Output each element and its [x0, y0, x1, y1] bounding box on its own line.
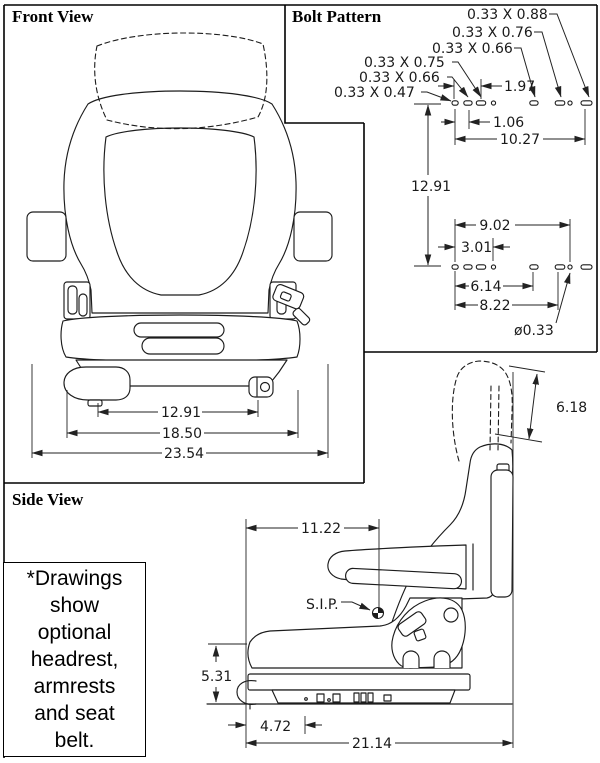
side-dim-front-offset: 4.72 [260, 719, 292, 735]
bolt-holes-front-row [452, 101, 592, 105]
front-dim-overall-width: 23.54 [163, 446, 205, 462]
front-right-armrest [294, 212, 332, 261]
bolt-callout-075: 0.33 X 0.75 [364, 55, 445, 71]
bolt-dim-822: 8.22 [479, 298, 511, 314]
side-dim-overall-depth: 21.14 [351, 736, 393, 752]
note-line: *Drawings [26, 567, 123, 590]
side-dim-headrest: 6.18 [556, 400, 588, 416]
bolt-pattern-title: Bolt Pattern [292, 7, 382, 26]
bolt-dim-902: 9.02 [479, 218, 511, 234]
note-line: belt. [54, 729, 95, 752]
bolt-callout-066a: 0.33 X 0.66 [432, 41, 513, 57]
note-line: optional [37, 621, 112, 644]
front-view-seat-drawing [27, 33, 332, 406]
note-box [3, 562, 146, 757]
bolt-dim-hole-dia: ø0.33 [514, 323, 554, 339]
bolt-pattern-drawing [334, 7, 592, 339]
bolt-callout-066b: 0.33 X 0.66 [359, 70, 440, 86]
sip-target-icon [373, 608, 384, 619]
note-line: and seat [34, 702, 115, 725]
side-base-rail [248, 674, 470, 690]
bolt-dim-614: 6.14 [470, 279, 502, 295]
bolt-callout-076: 0.33 X 0.76 [452, 25, 533, 41]
bolt-dim-197: 1.97 [504, 79, 536, 95]
front-left-foot-pad [64, 367, 130, 400]
front-dim-mount-width: 12.91 [160, 405, 202, 421]
note-line: show [49, 594, 100, 617]
side-dim-cushion-height: 5.31 [201, 669, 233, 685]
note-line: armrests [33, 675, 116, 698]
bolt-dim-106: 1.06 [493, 115, 525, 131]
bolt-callout-088: 0.33 X 0.88 [467, 7, 548, 23]
bolt-callout-047: 0.33 X 0.47 [334, 85, 415, 101]
side-view-title: Side View [12, 490, 84, 509]
front-view-title: Front View [12, 7, 94, 26]
side-view-seat-drawing [207, 361, 513, 709]
note-line: headrest, [30, 648, 119, 671]
bolt-dim-301: 3.01 [461, 240, 493, 256]
side-dim-sip-setback: 11.22 [300, 521, 342, 537]
bolt-holes-rear-row [452, 265, 592, 269]
front-dim-base-width: 18.50 [161, 426, 203, 442]
side-seatbelt-tower [491, 470, 513, 597]
bolt-dim-1291: 12.91 [411, 179, 452, 195]
sip-label: S.I.P. [306, 597, 339, 613]
bolt-dim-1027: 10.27 [499, 132, 541, 148]
front-left-armrest [27, 212, 66, 261]
